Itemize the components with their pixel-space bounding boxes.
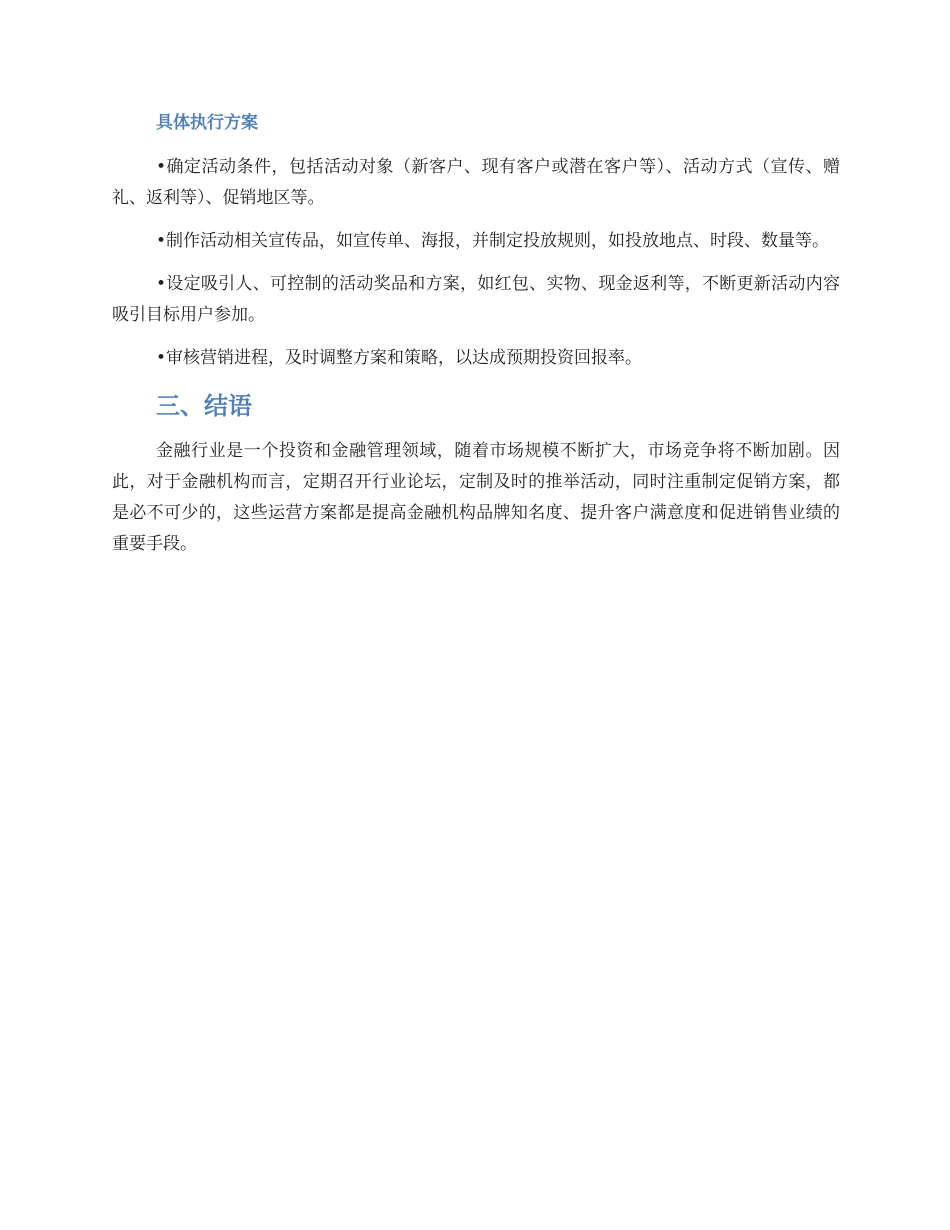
bullet-dot: • — [156, 157, 167, 177]
bullet-dot: • — [156, 348, 167, 368]
section-heading-conclusion: 三、结语 — [156, 392, 252, 420]
bullet-paragraph-1 — [112, 152, 840, 214]
bullet-text-3: 设定吸引人、可控制的活动奖品和方案，如红包、实物、现金返利等，不断更新活动内容吸引目标用户参加。 — [112, 274, 840, 325]
bullet-dot: • — [156, 231, 167, 251]
bullet-text-2: 制作活动相关宣传品，如宣传单、海报，并制定投放规则，如投放地点、时段、数量等。 — [166, 231, 829, 251]
bullet-paragraph-2 — [112, 226, 840, 257]
bullet-dot: • — [156, 274, 167, 294]
bullet-paragraph-3 — [112, 269, 840, 331]
bullet-paragraph-4 — [112, 343, 840, 374]
document-page — [112, 108, 840, 572]
conclusion-paragraph: 金融行业是一个投资和金融管理领域，随着市场规模不断扩大，市场竞争将不断加剧。因此，对于金融机构而言，定期召开行业论坛，定制及时的推举活动，同时注重制定促销方案，都是必不可少的，这些运营方案都是提高金融机构品牌知名度、提升客户满意度和促进销售业绩的重要手段。 — [112, 441, 840, 554]
subheading-execution-plan: 具体执行方案 — [156, 113, 258, 133]
bullet-text-1: 确定活动条件，包括活动对象（新客户、现有客户或潜在客户等）、活动方式（宣传、赠礼、返利等）、促销地区等。 — [112, 157, 840, 208]
bullet-text-4: 审核营销进程，及时调整方案和策略，以达成预期投资回报率。 — [166, 348, 642, 368]
